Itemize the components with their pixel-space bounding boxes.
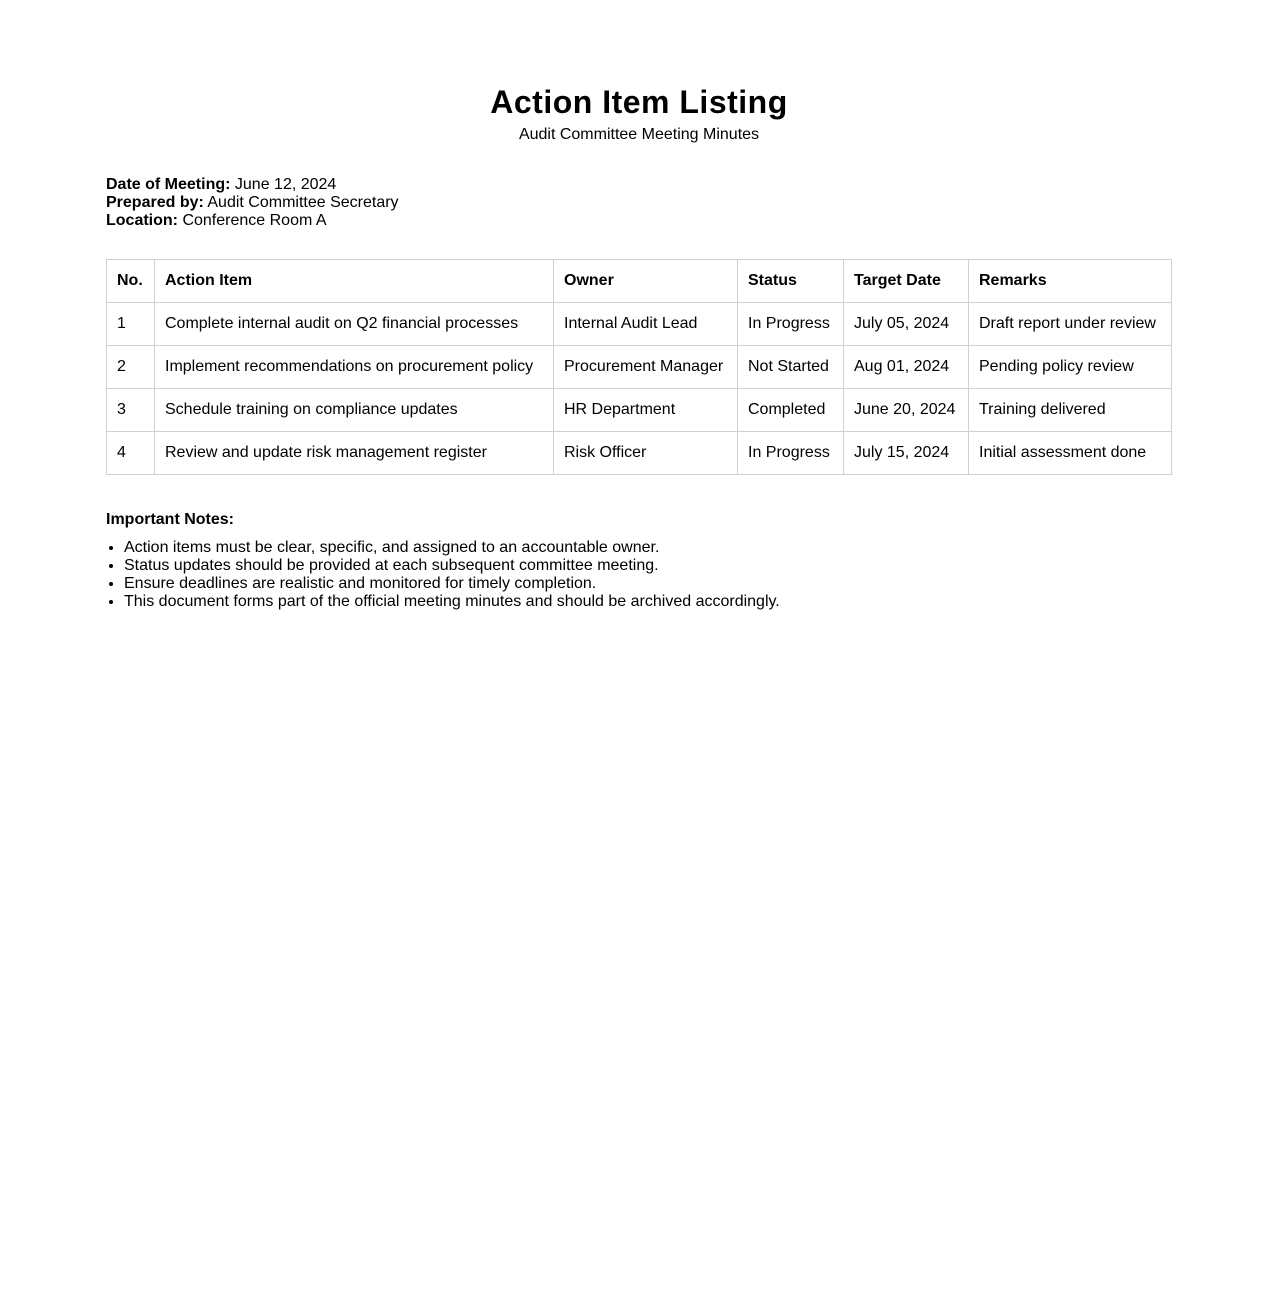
list-item: • This document forms part of the official meeting minutes and should be archived accordingly.	[124, 593, 1172, 611]
cell-no: 1	[107, 303, 155, 346]
notes-list	[106, 539, 1172, 611]
meta-location-row	[106, 212, 1172, 230]
cell-action-item: Implement recommendations on procurement policy	[155, 346, 554, 389]
meta-date-label: Date of Meeting:	[106, 176, 231, 193]
table-row	[107, 303, 1172, 346]
cell-action-item: Complete internal audit on Q2 financial processes	[155, 303, 554, 346]
cell-target-date: June 20, 2024	[844, 389, 969, 432]
cell-remarks: Pending policy review	[969, 346, 1172, 389]
document-header	[106, 84, 1172, 145]
cell-no: 3	[107, 389, 155, 432]
cell-action-item: Schedule training on compliance updates	[155, 389, 554, 432]
important-notes	[106, 511, 1172, 611]
cell-target-date: July 15, 2024	[844, 432, 969, 475]
meta-prepared-by-row	[106, 194, 1172, 212]
meeting-meta	[106, 176, 1172, 230]
cell-no: 4	[107, 432, 155, 475]
cell-target-date: July 05, 2024	[844, 303, 969, 346]
meta-date-row	[106, 176, 1172, 194]
cell-owner: Internal Audit Lead	[554, 303, 738, 346]
notes-title: Important Notes:	[106, 511, 234, 528]
cell-owner: Risk Officer	[554, 432, 738, 475]
cell-status: Completed	[738, 389, 844, 432]
document-page	[106, 0, 1172, 611]
column-header-action-item: Action Item	[155, 260, 554, 303]
meta-prepared-by-label: Prepared by:	[106, 194, 204, 211]
page-title: Action Item Listing	[490, 84, 788, 120]
cell-status: In Progress	[738, 303, 844, 346]
cell-owner: HR Department	[554, 389, 738, 432]
column-header-owner: Owner	[554, 260, 738, 303]
column-header-target-date: Target Date	[844, 260, 969, 303]
column-header-remarks: Remarks	[969, 260, 1172, 303]
cell-owner: Procurement Manager	[554, 346, 738, 389]
list-item: • Status updates should be provided at each subsequent committee meeting.	[124, 557, 1172, 575]
cell-action-item: Review and update risk management register	[155, 432, 554, 475]
cell-status: In Progress	[738, 432, 844, 475]
table-row	[107, 389, 1172, 432]
table-header-row	[107, 260, 1172, 303]
cell-status: Not Started	[738, 346, 844, 389]
column-header-status: Status	[738, 260, 844, 303]
cell-no: 2	[107, 346, 155, 389]
list-item: • Ensure deadlines are realistic and monitored for timely completion.	[124, 575, 1172, 593]
cell-remarks: Initial assessment done	[969, 432, 1172, 475]
meta-prepared-by-value: Audit Committee Secretary	[207, 194, 399, 211]
column-header-no: No.	[107, 260, 155, 303]
action-items-table	[106, 259, 1172, 475]
meta-location-value: Conference Room A	[182, 212, 327, 229]
table-row	[107, 346, 1172, 389]
cell-target-date: Aug 01, 2024	[844, 346, 969, 389]
table-row	[107, 432, 1172, 475]
meta-location-label: Location:	[106, 212, 178, 229]
cell-remarks: Draft report under review	[969, 303, 1172, 346]
meta-date-value: June 12, 2024	[234, 176, 337, 193]
list-item: • Action items must be clear, specific, and assigned to an accountable owner.	[124, 539, 1172, 557]
page-subtitle: Audit Committee Meeting Minutes	[518, 126, 760, 143]
cell-remarks: Training delivered	[969, 389, 1172, 432]
